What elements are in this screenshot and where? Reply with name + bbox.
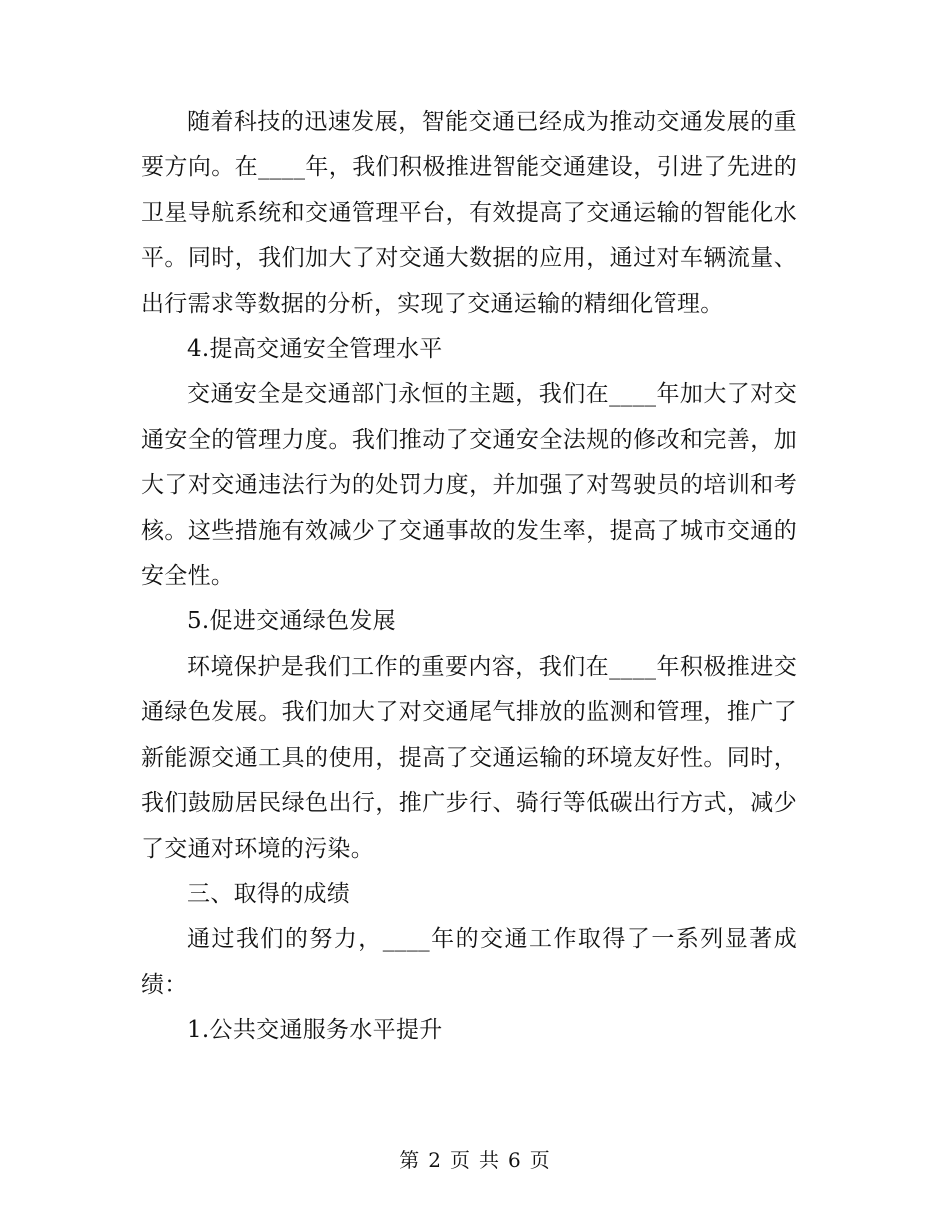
paragraph-traffic-safety: 交通安全是交通部门永恒的主题，我们在____年加大了对交通安全的管理力度。我们推动了交通安全法规的修改和完善，加大了对交通违法行为的处罚力度，并加强了对驾驶员的培训和考核。这些措施有效减少了交通事故的发生率，提高了城市交通的安全性。	[141, 381, 797, 590]
footer-total-pages: 6	[508, 1148, 522, 1172]
paragraph-smart-traffic: 随着科技的迅速发展，智能交通已经成为推动交通发展的重要方向。在____年，我们积极推进智能交通建设，引进了先进的卫星导航系统和交通管理平台，有效提高了交通运输的智能化水平。同时，我们加大了对交通大数据的应用，通过对车辆流量、出行需求等数据的分析，实现了交通运输的精细化管理。	[141, 109, 797, 317]
heading-achievements: 三、取得的成绩	[187, 880, 351, 907]
paragraph-environment: 环境保护是我们工作的重要内容，我们在____年积极推进交通绿色发展。我们加大了对交通尾气排放的监测和管理，推广了新能源交通工具的使用，提高了交通运输的环境友好性。同时，我们鼓励居民绿色出行，推广步行、骑行等低碳出行方式，减少了交通对环境的污染。	[141, 653, 797, 862]
footer-current-page: 2	[428, 1148, 442, 1172]
footer-end: 页	[529, 1148, 551, 1172]
footer-total-word: 共	[479, 1148, 500, 1172]
heading-green-development: 5.促进交通绿色发展	[187, 608, 396, 635]
heading-public-transport: 1.公共交通服务水平提升	[187, 1017, 443, 1044]
heading-safety-management: 4.提高交通安全管理水平	[187, 336, 443, 363]
footer-page-word: 页	[450, 1148, 471, 1172]
page-footer	[0, 1148, 950, 1172]
footer-prefix: 第	[399, 1148, 421, 1172]
document-page	[141, 100, 797, 1054]
paragraph-achievements-intro: 通过我们的努力，____年的交通工作取得了一系列显著成绩：	[141, 926, 797, 998]
